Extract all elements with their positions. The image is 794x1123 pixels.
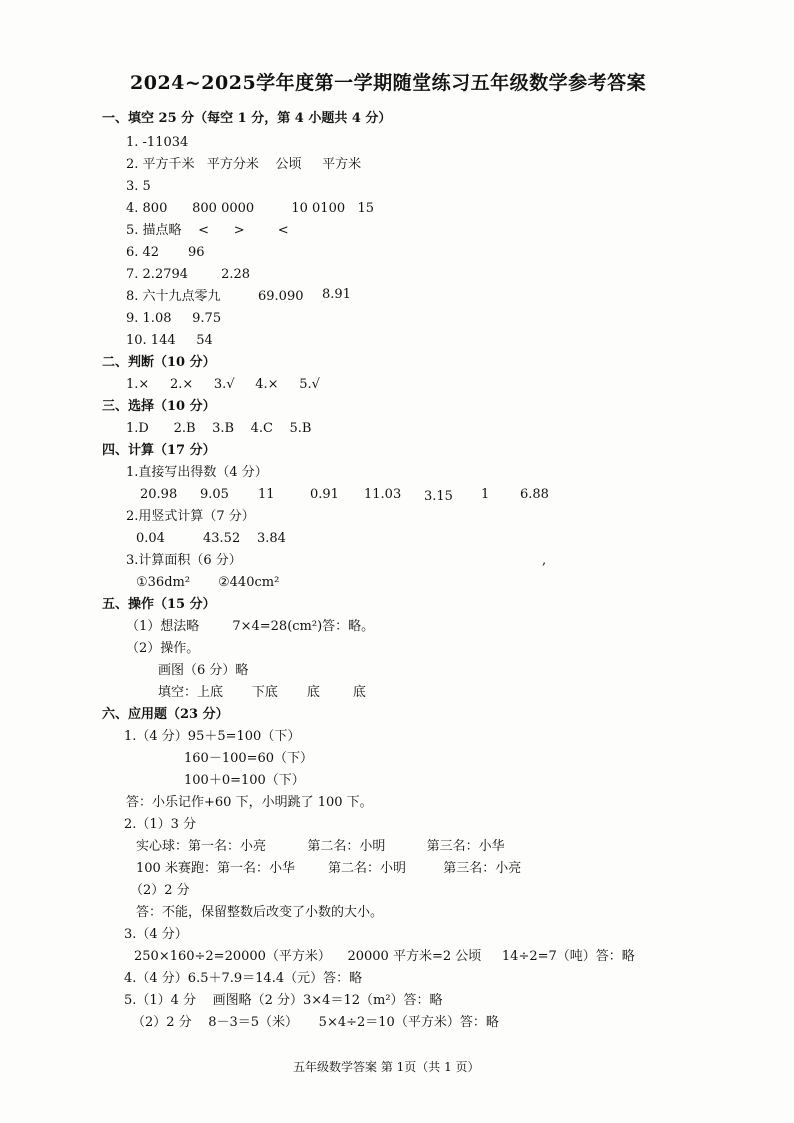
op-line-3: 画图（6 分）略	[158, 663, 249, 678]
answer-1-8b: 69.090	[258, 289, 304, 304]
calc-1-answer: 3.15	[424, 489, 453, 504]
app-5-line-1: 5.（1）4 分 画图略（2 分）3×4＝12（m²）答：略	[124, 993, 443, 1008]
calc-1-answer: 11	[258, 487, 275, 502]
answer-1-7: 7. 2.2794 2.28	[126, 267, 251, 282]
section-3-answers: 1.D 2.B 3.B 4.C 5.B	[126, 421, 312, 436]
app-5-line-2: （2）2 分 8－3＝5（米） 5×4÷2＝10（平方米）答：略	[132, 1015, 499, 1030]
answer-1-5: 5. 描点略 < > <	[126, 223, 289, 238]
calc-2-answer: 43.52	[203, 531, 241, 546]
section-2-heading: 二、判断（10 分）	[102, 355, 216, 370]
answer-1-8a: 8. 六十九点零九	[126, 289, 221, 304]
calc-3-answer-b: ②440cm²	[218, 575, 280, 590]
calc-1-answer: 9.05	[200, 487, 229, 502]
app-1-answer: 答：小乐记作+60 下，小明跳了 100 下。	[126, 795, 373, 810]
section-4-heading: 四、计算（17 分）	[102, 443, 216, 458]
calc-1-answer: 1	[481, 487, 490, 502]
section-6-heading: 六、应用题（23 分）	[102, 707, 229, 722]
calc-2-answer: 3.84	[257, 531, 286, 546]
calc-1-answer: 0.91	[310, 487, 339, 502]
section-2-answers: 1.× 2.× 3.√ 4.× 5.√	[126, 377, 320, 392]
answer-1-8c: 8.91	[322, 287, 351, 302]
answer-1-4: 4. 800 800 0000 10 0100 15	[126, 201, 375, 216]
app-2-line-4: （2）2 分	[130, 883, 190, 898]
calc-2-answer: 0.04	[136, 531, 165, 546]
section-5-heading: 五、操作（15 分）	[102, 597, 216, 612]
answer-1-6: 6. 42 96	[126, 245, 205, 260]
calc-1-answer: 20.98	[140, 487, 178, 502]
answer-1-3: 3. 5	[126, 179, 151, 194]
app-1-line-1: 1.（4 分）95＋5=100（下）	[124, 729, 301, 744]
app-4-line-1: 4.（4 分）6.5＋7.9＝14.4（元）答：略	[124, 971, 363, 986]
app-1-line-3: 100＋0=100（下）	[184, 773, 305, 788]
stray-mark: ,	[542, 553, 547, 568]
calc-1-answer: 6.88	[520, 487, 549, 502]
answer-1-9: 9. 1.08 9.75	[126, 311, 222, 326]
answer-1-10: 10. 144 54	[126, 333, 213, 348]
answer-1-1: 1. -11034	[126, 135, 189, 150]
calc-3-answer-a: ①36dm²	[136, 575, 191, 590]
op-line-1: （1）想法略 7×4=28(cm²)答：略。	[126, 619, 375, 634]
app-2-answer: 答：不能，保留整数后改变了小数的大小。	[136, 905, 384, 920]
calc-1-answer: 11.03	[364, 487, 402, 502]
op-line-2: （2）操作。	[126, 641, 200, 656]
section-3-heading: 三、选择（10 分）	[102, 399, 216, 414]
page-title: 2024~2025学年度第一学期随堂练习五年级数学参考答案	[130, 72, 647, 94]
calc-part-2: 2.用竖式计算（7 分）	[126, 509, 255, 524]
calc-part-3: 3.计算面积（6 分）	[126, 553, 242, 568]
app-3-line-2: 250×160÷2=20000（平方米） 20000 平方米=2 公顷 14÷2=7（吨）答：略	[134, 949, 635, 964]
calc-part-1: 1.直接写出得数（4 分）	[126, 465, 268, 480]
answer-1-2: 2. 平方千米 平方分米 公顷 平方米	[126, 157, 362, 172]
app-1-line-2: 160－100=60（下）	[184, 751, 314, 766]
page-footer: 五年级数学答案 第 1页（共 1 页）	[293, 1060, 480, 1074]
op-line-4: 填空：上底 下底 底 底	[158, 685, 366, 700]
app-2-sprint: 100 米赛跑：第一名：小华 第二名：小明 第三名：小亮	[136, 861, 522, 876]
section-1-heading: 一、填空 25 分（每空 1 分，第 4 小题共 4 分）	[102, 111, 392, 126]
app-3-line-1: 3.（4 分）	[124, 927, 188, 942]
app-2-line-1: 2.（1）3 分	[124, 817, 197, 832]
app-2-shotput: 实心球：第一名：小亮 第二名：小明 第三名：小华	[136, 839, 505, 854]
